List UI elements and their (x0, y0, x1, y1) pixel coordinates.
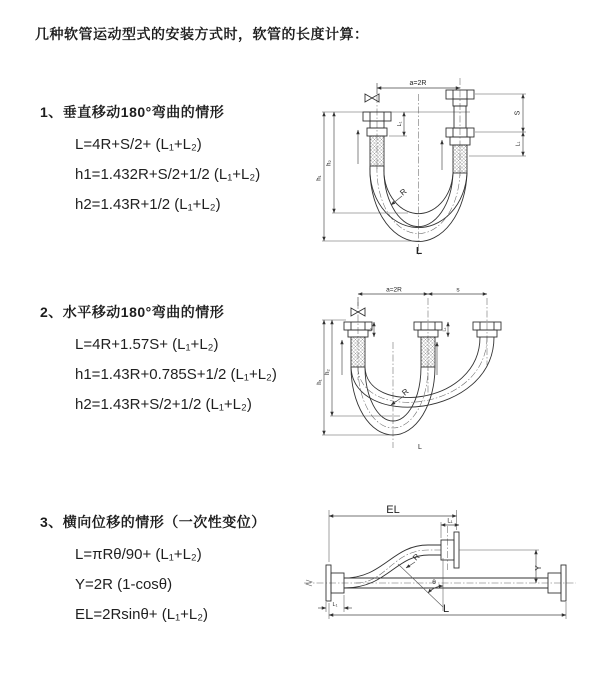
section-heading: 2、水平移动180°弯曲的情形 (40, 304, 225, 320)
dim-label: h₁ (316, 175, 323, 181)
formula-line: h1=1.43R+0.785S+1/2 (L₁+L₂) (75, 366, 277, 383)
section-vertical-movement (40, 102, 260, 220)
dim-l (329, 602, 566, 619)
formula-block (75, 330, 277, 420)
dim-a2r (377, 80, 460, 94)
formula-block (75, 540, 266, 630)
radius-label: R (398, 186, 409, 198)
dim-label: h₁ (317, 379, 323, 385)
formula-line: EL=2Rsinθ+ (L₁+L₂) (75, 606, 209, 623)
dim-a2r (358, 287, 428, 307)
page-title: 几种软管运动型式的安装方式时，软管的长度计算： (35, 26, 369, 42)
dim-label: L₁ (447, 518, 453, 525)
dim-el (329, 504, 457, 562)
angle-construction (398, 558, 443, 611)
dim-label: L₁ (441, 327, 447, 332)
dim-label: L₁ (332, 602, 338, 608)
dim-l1-left (389, 112, 407, 136)
dim-label: a=2R (409, 80, 427, 87)
dim-label: h₂ (326, 160, 333, 166)
formula-line: Y=2R (1-cosθ) (75, 576, 173, 593)
displaced-hose (344, 545, 441, 588)
centerlines (358, 298, 487, 448)
formula-line: h2=1.43R+S/2+1/2 (L₁+L₂) (75, 396, 252, 413)
dim-label: L (442, 603, 450, 615)
dim-label: s (456, 286, 460, 294)
dim-h2 (327, 112, 409, 213)
dim-label: a=2R (386, 286, 402, 294)
formula-line: h2=1.43R+1/2 (L₁+L₂) (75, 196, 221, 213)
dim-label: h₂ (325, 369, 331, 375)
dim-l1-middle (442, 322, 449, 337)
radius-label: R (400, 386, 411, 398)
dim-l1-right (469, 132, 526, 156)
dim-label: L₁ (367, 327, 373, 332)
left-fitting (363, 112, 391, 166)
formula-block (75, 130, 260, 220)
dim-h2 (325, 320, 400, 416)
displaced-flange (441, 532, 459, 568)
dim-s (475, 94, 526, 132)
formula-line: L=4R+S/2+ (L₁+L₂) (75, 136, 202, 153)
dim-l1-left (368, 322, 375, 337)
section-lateral-displacement (40, 512, 266, 630)
dim-s (428, 287, 487, 295)
dim-label: Y (534, 565, 543, 571)
radius-callout (391, 187, 409, 205)
theta-label: θ (432, 579, 436, 586)
diagram-vertical-180-bend (308, 66, 570, 264)
section-heading: 1、垂直移动180°弯曲的情形 (40, 104, 225, 120)
section-horizontal-movement (40, 302, 277, 420)
dim-l1-bottom (318, 595, 352, 612)
radius-label: R (411, 552, 422, 563)
formula-line: L=4R+1.57S+ (L₁+L₂) (75, 336, 219, 353)
length-label: L (418, 444, 422, 451)
dim-label: EL (386, 504, 400, 516)
length-label: L (415, 246, 423, 257)
dim-label: S (514, 110, 522, 116)
centerlines (304, 526, 576, 586)
dim-label: L₁ (515, 141, 522, 147)
section-heading: 3、横向位移的情形（一次性变位） (40, 514, 266, 530)
formula-line: L=πRθ/90+ (L₁+L₂) (75, 546, 202, 563)
formula-line: h1=1.432R+S/2+1/2 (L₁+L₂) (75, 166, 261, 183)
centerlines (377, 78, 460, 256)
diagram-lateral-displacement (296, 496, 584, 648)
diagram-horizontal-180-bend (310, 280, 552, 452)
dim-label: L₁ (397, 121, 403, 127)
